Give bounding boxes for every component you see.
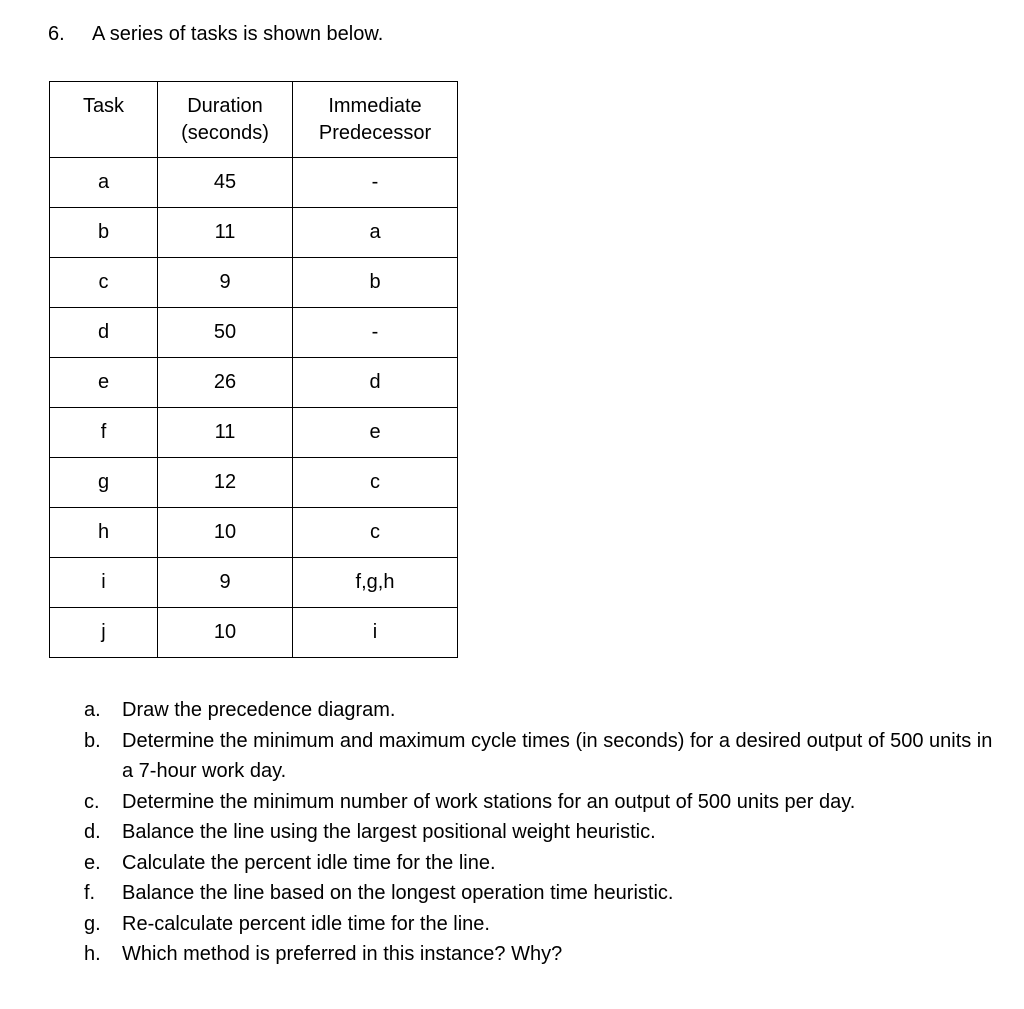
duration-cell: 12 [158,458,293,508]
table-header-row [50,82,458,158]
item-marker: g. [84,912,101,935]
predecessor-cell: e [293,408,458,458]
predecessor-cell: b [293,258,458,308]
item-marker: a. [84,699,101,721]
predecessor-cell: i [293,608,458,658]
item-text: Re-calculate percent idle time for the line. [122,912,490,935]
task-table [49,81,458,658]
duration-cell: 11 [158,408,293,458]
task-cell: f [50,408,158,458]
predecessor-cell: f,g,h [293,558,458,608]
task-cell: a [50,158,158,208]
task-cell: g [50,458,158,508]
duration-cell: 45 [158,158,293,208]
table-row [50,258,458,308]
table-row [50,158,458,208]
item-marker: c. [84,790,100,813]
task-cell: j [50,608,158,658]
task-cell: c [50,258,158,308]
duration-cell: 10 [158,608,293,658]
task-cell: b [50,208,158,258]
item-marker: h. [84,943,101,965]
task-cell: e [50,358,158,408]
list-item [84,939,1004,970]
item-marker: b. [84,729,101,752]
header-duration: Duration (seconds) [158,82,293,158]
duration-cell: 9 [158,258,293,308]
header-predecessor: Immediate Predecessor [293,82,458,158]
list-item [84,695,1004,726]
table-row [50,508,458,558]
list-item [84,817,1004,848]
item-marker: e. [84,851,101,874]
question-number: 6. [48,23,65,45]
item-text: Calculate the percent idle time for the line. [122,851,496,874]
predecessor-cell: a [293,208,458,258]
duration-cell: 10 [158,508,293,558]
item-text: Determine the minimum and maximum cycle times (in seconds) for a desired output of 500 units in a 7-hour work day. [122,729,993,782]
table-row [50,208,458,258]
item-text: Which method is preferred in this instance? Why? [122,943,563,965]
question-intro-text: A series of tasks is shown below. [92,23,384,45]
question-header [48,20,383,48]
question-list [84,695,1004,970]
predecessor-cell: c [293,458,458,508]
item-text: Balance the line based on the longest operation time heuristic. [122,882,674,904]
list-item [84,909,1004,940]
list-item [84,878,1004,909]
list-item [84,726,1004,787]
table-row [50,558,458,608]
table-row [50,458,458,508]
table-row [50,358,458,408]
list-item [84,848,1004,879]
duration-cell: 9 [158,558,293,608]
predecessor-cell: c [293,508,458,558]
list-item [84,787,1004,818]
table-row [50,408,458,458]
item-text: Determine the minimum number of work stations for an output of 500 units per day. [122,790,856,813]
header-task: Task [50,82,158,158]
table-row [50,308,458,358]
task-cell: i [50,558,158,608]
predecessor-cell: d [293,358,458,408]
predecessor-cell: - [293,308,458,358]
table-body [50,158,458,658]
item-marker: f. [84,882,96,904]
task-cell: d [50,308,158,358]
table-row [50,608,458,658]
duration-cell: 11 [158,208,293,258]
duration-cell: 50 [158,308,293,358]
item-marker: d. [84,821,101,843]
item-text: Balance the line using the largest positional weight heuristic. [122,821,656,843]
task-cell: h [50,508,158,558]
item-text: Draw the precedence diagram. [122,699,396,721]
predecessor-cell: - [293,158,458,208]
duration-cell: 26 [158,358,293,408]
